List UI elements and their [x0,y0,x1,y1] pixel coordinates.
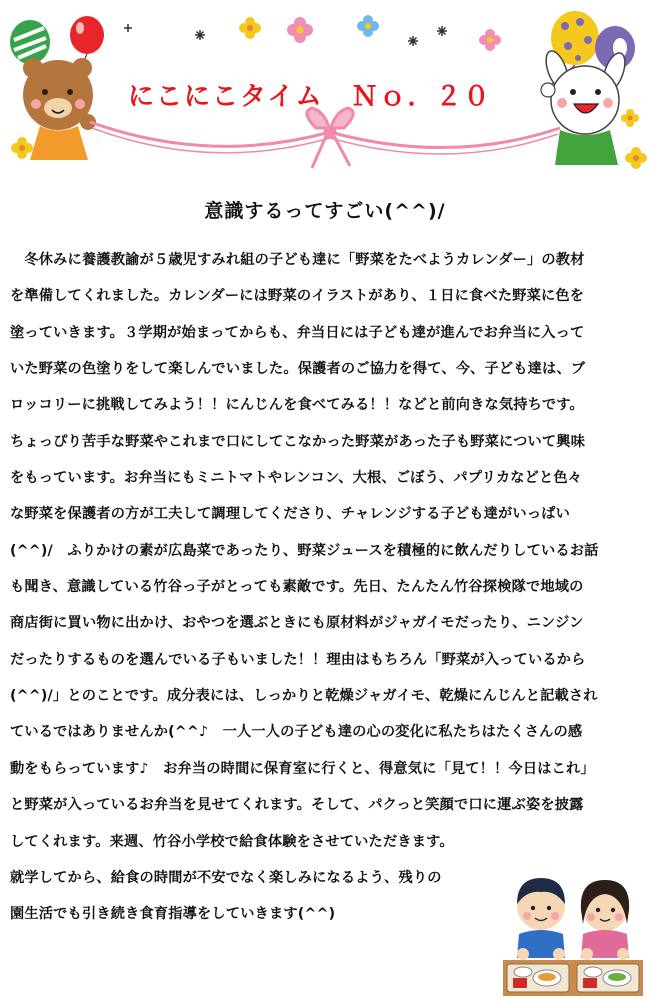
body-line: な野菜を保護者の方が工夫して調理してくださり、チャレンジする子ども達がいっぱい [10,506,570,523]
body-line: 就学してから、給食の時間が不安でなく楽しみになるよう、残りの [10,869,442,886]
body-line: も聞き、意識している竹谷っ子がとっても素敵です。先日、たんたん竹谷探検隊で地域の [10,579,584,596]
boy-illustration [517,878,565,960]
star-icon [124,24,447,46]
flower-icon [479,29,501,51]
flower-icon [357,15,379,37]
girl-illustration [581,880,629,960]
article-headline: 意識するってすごい(^^)/ [204,200,446,222]
body-line: 塗っていきます。３学期が始まってからも、弁当日には子ども達が進んでお弁当に入って [10,324,585,341]
body-line: (^^)/ ふりかけの素が広島菜であったり、野菜ジュースを積極的に飲んだりしているお話 [10,542,599,559]
newsletter-title: にこにこタイム Ｎｏ．２０ [128,82,492,112]
body-line: と野菜が入っているお弁当を見せてくれます。そして、パクっと笑顔で口に運ぶ姿を披露 [10,797,584,814]
flower-icon [239,17,261,39]
flower-icon [287,17,313,43]
body-line: (^^)/」とのことです。成分表には、しっかりと乾燥ジャガイモ、乾燥にんじんと記載され [10,688,598,705]
body-line: ロッコリーに挑戦してみよう！！にんじんを食べてみる！！などと前向きな気持ちです。 [10,397,584,414]
bear-illustration [23,58,96,160]
body-line: 商店街に買い物に出かけ、おやつを選ぶときにも原材料がジャガイモだったり、ニンジン [10,615,584,632]
body-line: だったりするものを選んでいる子もいました！！理由はもちろん「野菜が入っているから [10,651,586,668]
ribbon-decoration [90,108,560,168]
article-body [10,248,650,939]
body-line: を準備してくれました。カレンダーには野菜のイラストがあり、１日に食べた野菜に色を [10,288,585,305]
flower-icon [11,137,33,159]
body-line: をもっています。お弁当にもミニトマトやレンコン、大根、ごぼう、パプリカなどと色々 [10,470,583,487]
bunny-illustration [541,48,629,165]
flower-icon [625,147,647,169]
kids-lunch-illustration [503,868,643,996]
body-line: 冬休みに養護教諭が５歳児すみれ組の子ども達に「野菜をたべようカレンダー」の教材 [10,252,585,268]
body-line: ちょっぴり苦手な野菜やこれまで口にしてこなかった野菜があった子も野菜について興味 [10,433,586,450]
body-line: ているではありませんか(^^♪ 一人一人の子ども達の心の変化に私たちはたくさんの感 [10,724,583,741]
body-line: 動をもらっています♪ お弁当の時間に保育室に行くと、得意気に「見て！！今日はこれ」 [10,760,595,777]
body-line: いた野菜の色塗りをして楽しんでいました。保護者のご協力を得て、今、子ども達は、ブ [10,361,586,378]
body-line: してくれます。来週、竹谷小学校で給食体験をさせていただきます。 [10,833,454,850]
flower-icon [621,109,639,127]
body-line: 園生活でも引き続き食育指導をしていきます(^^) [10,906,336,923]
